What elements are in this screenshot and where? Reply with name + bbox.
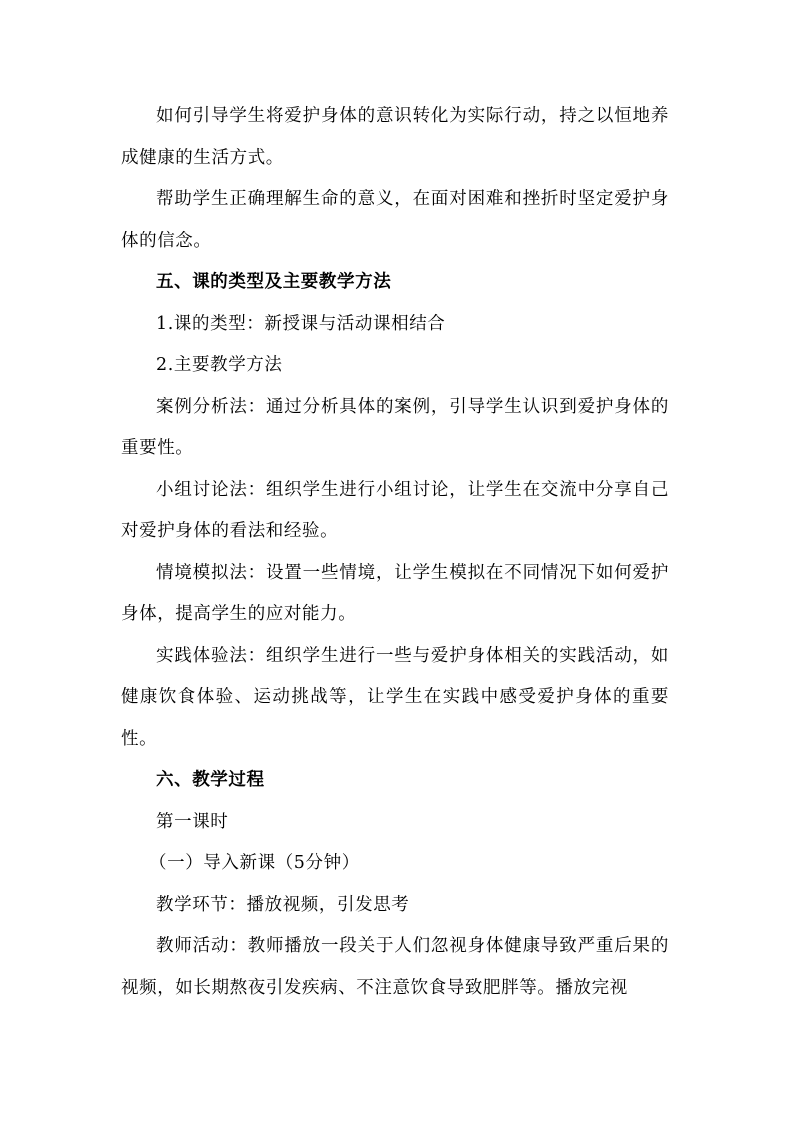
paragraph-goal-belief: 帮助学生正确理解生命的意义，在面对困难和挫折时坚定爱护身体的信念。 <box>121 189 669 251</box>
paragraph-main-methods: 2.主要教学方法 <box>156 355 283 375</box>
paragraph-group-discussion: 小组讨论法：组织学生进行小组讨论，让学生在交流中分享自己对爱护身体的看法和经验。 <box>121 479 669 541</box>
paragraph-case-analysis: 案例分析法：通过分析具体的案例，引导学生认识到爱护身体的重要性。 <box>121 396 669 458</box>
paragraph-scenario-simulation: 情境模拟法：设置一些情境，让学生模拟在不同情况下如何爱护身体，提高学生的应对能力。 <box>121 562 669 624</box>
paragraph-teacher-activity: 教师活动：教师播放一段关于人们忽视身体健康导致严重后果的视频，如长期熬夜引发疾病、不注意饮食导致肥胖等。播放完视 <box>121 936 669 998</box>
paragraph-teaching-step: 教学环节：播放视频，引发思考 <box>156 894 410 915</box>
paragraph-first-lesson: 第一课时 <box>156 811 229 832</box>
paragraph-lesson-type: 1.课的类型：新授课与活动课相结合 <box>156 313 446 334</box>
heading-lesson-type-methods: 五、课的类型及主要教学方法 <box>156 272 392 292</box>
paragraph-goal-action: 如何引导学生将爱护身体的意识转化为实际行动，持之以恒地养成健康的生活方式。 <box>121 106 669 168</box>
paragraph-introduction: （一）导入新课（5分钟） <box>149 853 360 873</box>
paragraph-practice-experience: 实践体验法：组织学生进行一些与爱护身体相关的实践活动，如健康饮食体验、运动挑战等，让学生在实践中感受爱护身体的重要性。 <box>121 645 669 749</box>
document-body <box>121 96 669 1009</box>
heading-teaching-process: 六、教学过程 <box>156 770 265 790</box>
